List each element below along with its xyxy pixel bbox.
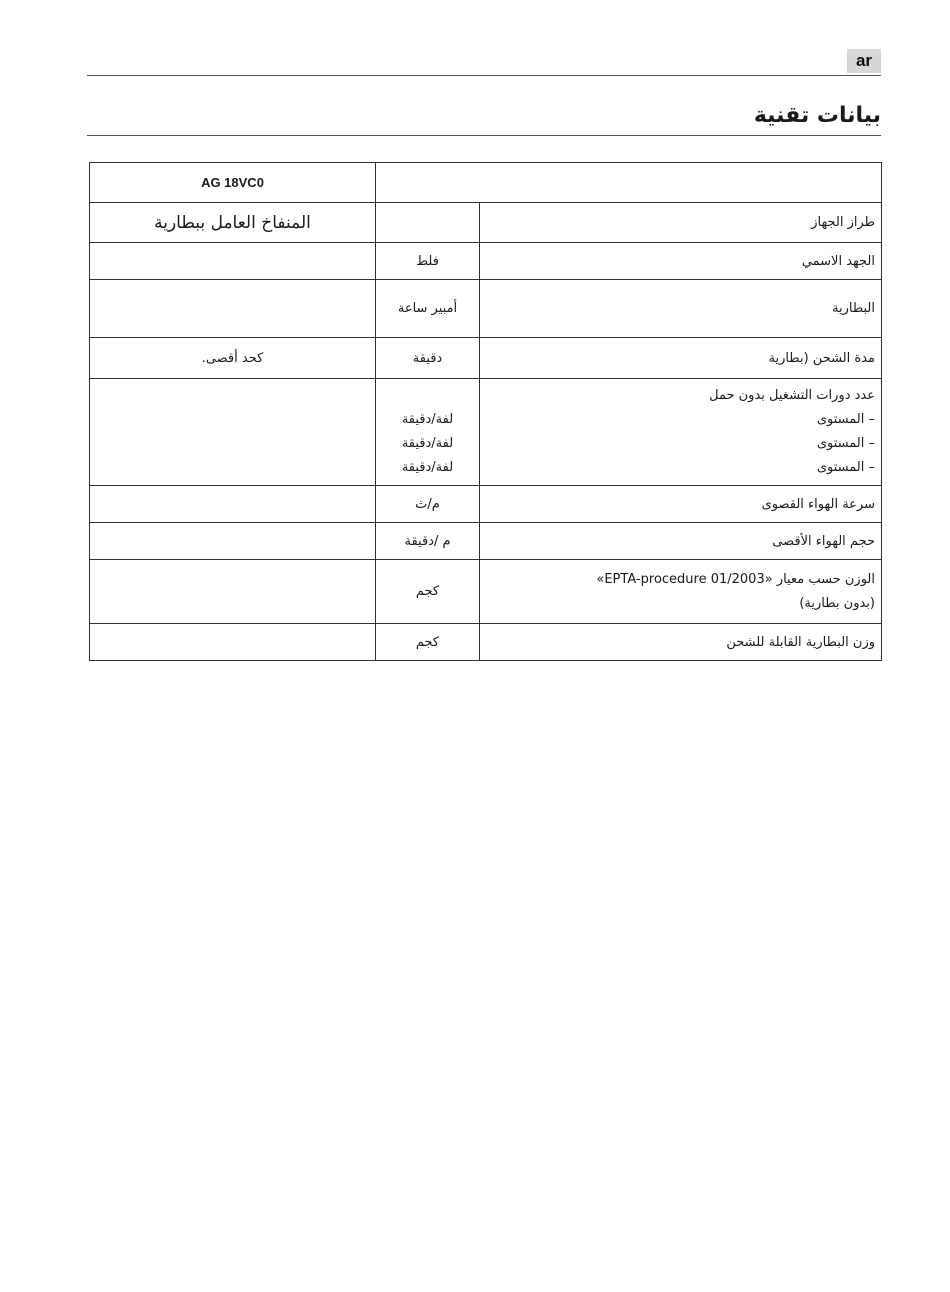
row-value: [90, 523, 376, 560]
row-unit: [376, 203, 480, 243]
row-value: [90, 486, 376, 523]
header-empty-cell: [376, 163, 882, 203]
row-unit-stack: [376, 379, 480, 486]
table-row: [90, 280, 882, 338]
table-row: [90, 338, 882, 379]
row-label-stack: [480, 560, 882, 624]
row-label-stack: [480, 379, 882, 486]
header-divider: [87, 75, 881, 76]
row-sub-label: – المستوى: [816, 412, 875, 427]
row-label: البطارية: [480, 280, 882, 338]
row-unit: لفة/دقيقة: [401, 460, 454, 475]
row-label: حجم الهواء الأقصى: [480, 523, 882, 560]
row-unit: أمبير ساعة: [376, 280, 480, 338]
row-value: المنفاخ العامل ببطارية: [90, 203, 376, 243]
row-value: [90, 243, 376, 280]
row-unit: م/ث: [376, 486, 480, 523]
row-unit: م /دقيقة: [376, 523, 480, 560]
row-value: [90, 624, 376, 661]
row-label: وزن البطارية القابلة للشحن: [480, 624, 882, 661]
title-divider: [87, 135, 881, 136]
row-unit: لفة/دقيقة: [401, 436, 454, 451]
language-badge: ar: [847, 49, 881, 73]
table-row: [90, 243, 882, 280]
table-row: [90, 379, 882, 486]
row-label: الوزن حسب معيار «EPTA-procedure 01/2003»: [596, 571, 875, 587]
table-header-row: [90, 163, 882, 203]
row-unit: لفة/دقيقة: [401, 412, 454, 427]
row-value: كحد أقصى.: [90, 338, 376, 379]
row-unit: كجم: [376, 624, 480, 661]
row-label: طراز الجهاز: [480, 203, 882, 243]
row-label: عدد دورات التشغيل بدون حمل: [709, 388, 875, 403]
row-label: الجهد الاسمي: [480, 243, 882, 280]
row-value: [90, 379, 376, 486]
table-row: [90, 203, 882, 243]
table-row: [90, 624, 882, 661]
section-title: بيانات تقنية: [753, 103, 881, 128]
row-label-line2: (بدون بطارية): [799, 595, 875, 611]
row-value: [90, 280, 376, 338]
row-unit: كجم: [376, 560, 480, 624]
row-sub-label: – المستوى: [816, 436, 875, 451]
table-row: [90, 560, 882, 624]
technical-data-table: [89, 162, 882, 661]
table-row: [90, 523, 882, 560]
row-label: مدة الشحن (بطارية: [480, 338, 882, 379]
row-unit: دقيقة: [376, 338, 480, 379]
row-label: سرعة الهواء القصوى: [480, 486, 882, 523]
model-name: AG 18VC0: [90, 163, 376, 203]
table-row: [90, 486, 882, 523]
row-sub-label: – المستوى: [816, 460, 875, 475]
row-unit: فلط: [376, 243, 480, 280]
row-value: [90, 560, 376, 624]
